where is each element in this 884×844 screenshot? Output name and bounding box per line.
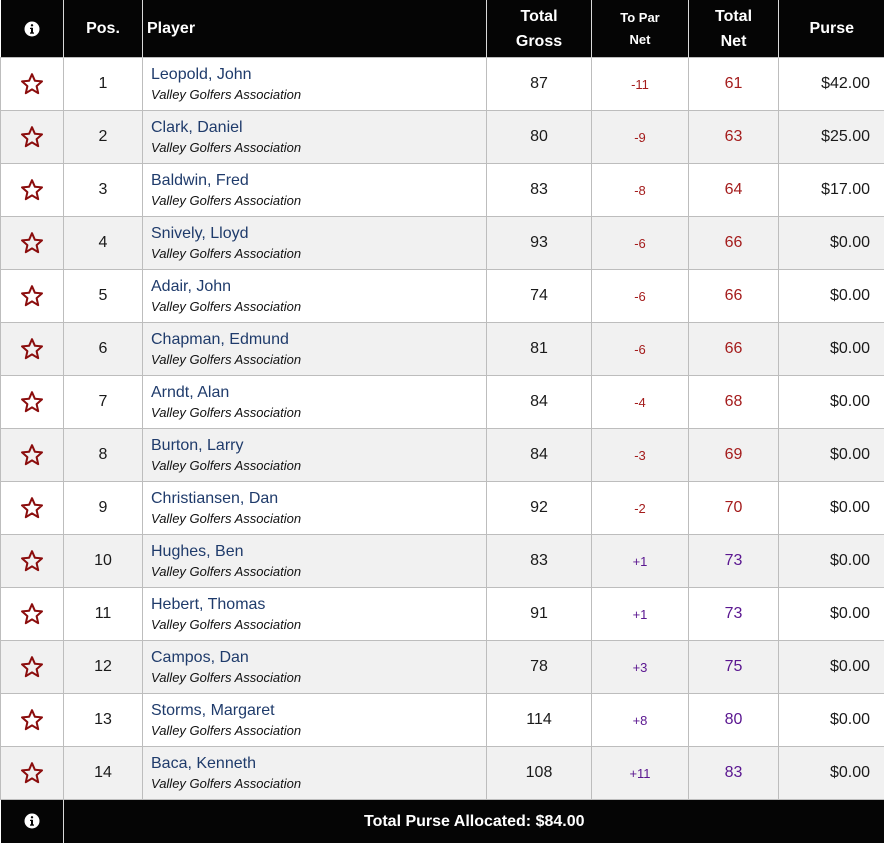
total-net-cell: 70 (689, 482, 779, 535)
player-club: Valley Golfers Association (151, 670, 302, 685)
favorite-star-icon[interactable] (20, 72, 44, 96)
player-club: Valley Golfers Association (151, 617, 302, 632)
player-name-link[interactable]: Storms, Margaret (151, 702, 275, 719)
favorite-cell[interactable] (1, 164, 64, 217)
purse-cell: $0.00 (779, 535, 884, 588)
total-net-cell: 80 (689, 694, 779, 747)
table-row (1, 217, 884, 270)
player-club: Valley Golfers Association (151, 723, 302, 738)
player-name-link[interactable]: Snively, Lloyd (151, 225, 249, 242)
favorite-cell[interactable] (1, 323, 64, 376)
position-cell: 7 (64, 376, 143, 429)
header-total-net-line1: Total (714, 7, 753, 25)
table-row (1, 747, 884, 800)
favorite-cell[interactable] (1, 429, 64, 482)
player-cell (143, 217, 487, 270)
header-to-par-line2: Net (629, 31, 651, 47)
table-row (1, 111, 884, 164)
player-club: Valley Golfers Association (151, 458, 302, 473)
purse-cell: $0.00 (779, 482, 884, 535)
purse-cell: $0.00 (779, 641, 884, 694)
total-gross-cell: 74 (487, 270, 592, 323)
to-par-net-cell: +1 (592, 588, 689, 641)
total-net-cell: 64 (689, 164, 779, 217)
total-net-cell: 69 (689, 429, 779, 482)
favorite-cell[interactable] (1, 641, 64, 694)
total-purse-allocated: Total Purse Allocated: $84.00 (64, 800, 884, 844)
player-club: Valley Golfers Association (151, 405, 302, 420)
favorite-cell[interactable] (1, 376, 64, 429)
position-cell: 8 (64, 429, 143, 482)
total-gross-cell: 81 (487, 323, 592, 376)
position-cell: 3 (64, 164, 143, 217)
total-gross-cell: 83 (487, 164, 592, 217)
header-info-cell[interactable] (1, 0, 64, 58)
header-total-gross-line2: Gross (515, 32, 563, 50)
total-gross-cell: 84 (487, 376, 592, 429)
to-par-net-cell: +3 (592, 641, 689, 694)
to-par-net-cell: -2 (592, 482, 689, 535)
player-name-link[interactable]: Clark, Daniel (151, 119, 243, 136)
table-row (1, 694, 884, 747)
player-club: Valley Golfers Association (151, 87, 302, 102)
header-total-net (689, 0, 779, 58)
table-row (1, 58, 884, 111)
total-net-cell: 66 (689, 217, 779, 270)
purse-cell: $42.00 (779, 58, 884, 111)
position-cell: 2 (64, 111, 143, 164)
total-gross-cell: 80 (487, 111, 592, 164)
header-to-par-line1: To Par (620, 9, 660, 25)
table-footer (1, 800, 884, 844)
purse-cell: $0.00 (779, 376, 884, 429)
favorite-star-icon[interactable] (20, 761, 44, 785)
favorite-cell[interactable] (1, 217, 64, 270)
player-club: Valley Golfers Association (151, 299, 302, 314)
favorite-star-icon[interactable] (20, 443, 44, 467)
total-net-cell: 66 (689, 323, 779, 376)
to-par-net-cell: +11 (592, 747, 689, 800)
position-cell: 12 (64, 641, 143, 694)
favorite-cell[interactable] (1, 535, 64, 588)
total-net-cell: 61 (689, 58, 779, 111)
table-row (1, 535, 884, 588)
player-cell (143, 376, 487, 429)
to-par-net-cell: -6 (592, 270, 689, 323)
player-club: Valley Golfers Association (151, 776, 302, 791)
favorite-cell[interactable] (1, 747, 64, 800)
favorite-star-icon[interactable] (20, 708, 44, 732)
purse-cell: $0.00 (779, 588, 884, 641)
footer-info-cell[interactable] (1, 800, 64, 844)
total-net-cell: 66 (689, 270, 779, 323)
to-par-net-cell: -9 (592, 111, 689, 164)
position-cell: 1 (64, 58, 143, 111)
table-row (1, 429, 884, 482)
purse-cell: $17.00 (779, 164, 884, 217)
player-name-link[interactable]: Christiansen, Dan (151, 490, 279, 507)
header-to-par-net (592, 0, 689, 58)
table-row (1, 641, 884, 694)
position-cell: 14 (64, 747, 143, 800)
position-cell: 9 (64, 482, 143, 535)
player-name-link[interactable]: Baldwin, Fred (151, 172, 249, 189)
favorite-cell[interactable] (1, 694, 64, 747)
total-net-cell: 73 (689, 535, 779, 588)
to-par-net-cell: +8 (592, 694, 689, 747)
to-par-net-cell: -8 (592, 164, 689, 217)
player-cell (143, 535, 487, 588)
player-cell (143, 694, 487, 747)
total-gross-cell: 114 (487, 694, 592, 747)
purse-cell: $0.00 (779, 747, 884, 800)
favorite-cell[interactable] (1, 588, 64, 641)
favorite-star-icon[interactable] (20, 337, 44, 361)
purse-cell: $0.00 (779, 429, 884, 482)
purse-cell: $0.00 (779, 323, 884, 376)
to-par-net-cell: +1 (592, 535, 689, 588)
favorite-star-icon[interactable] (20, 496, 44, 520)
total-gross-cell: 93 (487, 217, 592, 270)
total-gross-cell: 87 (487, 58, 592, 111)
total-gross-cell: 91 (487, 588, 592, 641)
favorite-star-icon[interactable] (20, 602, 44, 626)
favorite-star-icon[interactable] (20, 284, 44, 308)
position-cell: 13 (64, 694, 143, 747)
player-cell (143, 641, 487, 694)
favorite-cell[interactable] (1, 111, 64, 164)
total-gross-cell: 83 (487, 535, 592, 588)
purse-cell: $0.00 (779, 270, 884, 323)
total-gross-cell: 78 (487, 641, 592, 694)
player-club: Valley Golfers Association (151, 246, 302, 261)
total-net-cell: 63 (689, 111, 779, 164)
favorite-star-icon[interactable] (20, 125, 44, 149)
player-cell (143, 111, 487, 164)
favorite-star-icon[interactable] (20, 178, 44, 202)
purse-cell: $0.00 (779, 217, 884, 270)
to-par-net-cell: -4 (592, 376, 689, 429)
player-name-link[interactable]: Hughes, Ben (151, 543, 244, 560)
player-cell (143, 164, 487, 217)
to-par-net-cell: -6 (592, 217, 689, 270)
table-row (1, 376, 884, 429)
player-name-link[interactable]: Leopold, John (151, 66, 252, 83)
table-row (1, 482, 884, 535)
position-cell: 11 (64, 588, 143, 641)
position-cell: 6 (64, 323, 143, 376)
header-total-gross-line1: Total (520, 7, 558, 25)
table-row (1, 588, 884, 641)
to-par-net-cell: -6 (592, 323, 689, 376)
favorite-cell[interactable] (1, 58, 64, 111)
purse-cell: $0.00 (779, 694, 884, 747)
table-body (1, 58, 884, 800)
player-cell (143, 323, 487, 376)
to-par-net-cell: -3 (592, 429, 689, 482)
favorite-star-icon[interactable] (20, 231, 44, 255)
favorite-cell[interactable] (1, 270, 64, 323)
purse-cell: $25.00 (779, 111, 884, 164)
favorite-cell[interactable] (1, 482, 64, 535)
total-gross-cell: 108 (487, 747, 592, 800)
header-purse: Purse (779, 0, 884, 58)
info-icon[interactable] (24, 813, 40, 829)
position-cell: 10 (64, 535, 143, 588)
player-name-link[interactable]: Hebert, Thomas (151, 596, 266, 613)
total-net-cell: 68 (689, 376, 779, 429)
player-cell (143, 58, 487, 111)
favorite-star-icon[interactable] (20, 549, 44, 573)
position-cell: 5 (64, 270, 143, 323)
header-pos: Pos. (64, 0, 143, 58)
table-row (1, 270, 884, 323)
header-total-gross (487, 0, 592, 58)
player-club: Valley Golfers Association (151, 140, 302, 155)
player-name-link[interactable]: Adair, John (151, 278, 232, 295)
favorite-star-icon[interactable] (20, 390, 44, 414)
info-icon[interactable] (24, 21, 40, 37)
player-cell (143, 270, 487, 323)
player-name-link[interactable]: Burton, Larry (151, 437, 244, 454)
position-cell: 4 (64, 217, 143, 270)
player-club: Valley Golfers Association (151, 564, 302, 579)
header-total-net-line2: Net (720, 32, 747, 50)
player-name-link[interactable]: Arndt, Alan (151, 384, 230, 401)
total-gross-cell: 84 (487, 429, 592, 482)
total-net-cell: 73 (689, 588, 779, 641)
player-cell (143, 429, 487, 482)
to-par-net-cell: -11 (592, 58, 689, 111)
total-gross-cell: 92 (487, 482, 592, 535)
favorite-star-icon[interactable] (20, 655, 44, 679)
player-name-link[interactable]: Chapman, Edmund (151, 331, 289, 348)
player-cell (143, 747, 487, 800)
player-club: Valley Golfers Association (151, 193, 302, 208)
player-club: Valley Golfers Association (151, 352, 302, 367)
player-club: Valley Golfers Association (151, 511, 302, 526)
table-row (1, 164, 884, 217)
player-cell (143, 588, 487, 641)
player-cell (143, 482, 487, 535)
player-name-link[interactable]: Campos, Dan (151, 649, 249, 666)
player-name-link[interactable]: Baca, Kenneth (151, 755, 256, 772)
table-header (1, 0, 884, 58)
header-player: Player (143, 0, 487, 58)
table-row (1, 323, 884, 376)
total-net-cell: 83 (689, 747, 779, 800)
total-net-cell: 75 (689, 641, 779, 694)
